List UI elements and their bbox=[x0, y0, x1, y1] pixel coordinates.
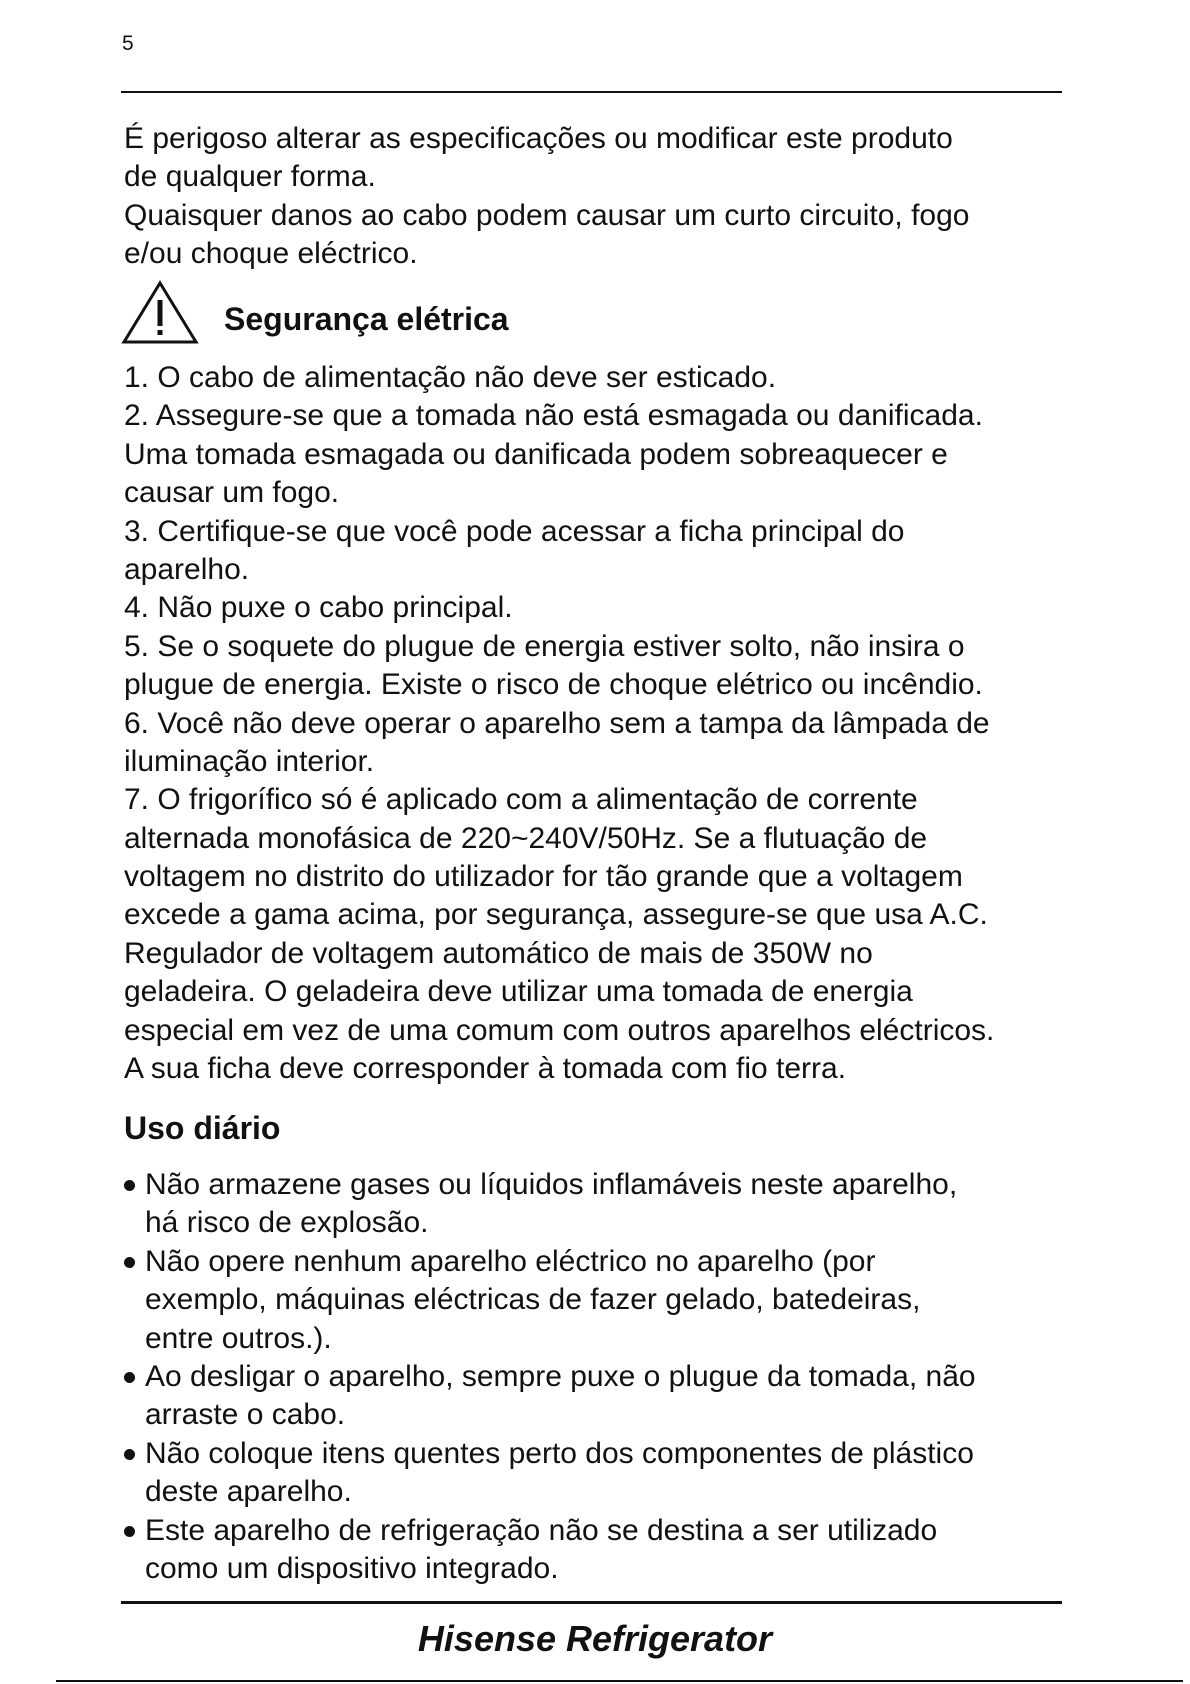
text-line: Quaisquer danos ao cabo podem causar um curto circuito, fogo bbox=[124, 198, 970, 232]
text-line: Não opere nenhum aparelho eléctrico no aparelho (por bbox=[145, 1244, 876, 1278]
warning-icon bbox=[121, 280, 199, 344]
list-item bbox=[124, 1435, 976, 1512]
text-line: 3. Certifique-se que você pode acessar a ficha principal do bbox=[124, 514, 905, 548]
text-line: geladeira. O geladeira deve utilizar uma tomada de energia bbox=[124, 975, 913, 1009]
bullet-icon bbox=[124, 1180, 135, 1191]
text-line: de qualquer forma. bbox=[124, 160, 376, 194]
text-line: 5. Se o soquete do plugue de energia estiver solto, não insira o bbox=[124, 629, 965, 663]
text-line: Não coloque itens quentes perto dos componentes de plástico bbox=[145, 1436, 974, 1470]
text-line: plugue de energia. Existe o risco de choque elétrico ou incêndio. bbox=[124, 668, 983, 702]
text-line: aparelho. bbox=[124, 552, 250, 586]
text-line: Ao desligar o aparelho, sempre puxe o plugue da tomada, não bbox=[145, 1359, 976, 1393]
bullet-icon bbox=[124, 1449, 135, 1460]
list-item bbox=[124, 1512, 976, 1589]
text-line: alternada monofásica de 220~240V/50Hz. Se a flutuação de bbox=[124, 821, 928, 855]
text-line: arraste o cabo. bbox=[145, 1398, 346, 1432]
page-bottom-divider bbox=[56, 1680, 1183, 1682]
footer-brand: Hisense Refrigerator bbox=[417, 1618, 773, 1659]
text-line: 7. O frigorífico só é aplicado com a alimentação de corrente bbox=[124, 783, 918, 817]
text-line: especial em vez de uma comum com outros aparelhos eléctricos. bbox=[124, 1013, 995, 1047]
text-line: 1. O cabo de alimentação não deve ser esticado. bbox=[124, 361, 777, 394]
text-line: entre outros.). bbox=[145, 1321, 332, 1355]
text-line: excede a gama acima, por segurança, assegure-se que usa A.C. bbox=[124, 898, 988, 932]
daily-use-list bbox=[124, 1166, 976, 1588]
footer-divider bbox=[121, 1601, 1062, 1604]
electrical-safety-list bbox=[124, 359, 994, 1088]
bullet-icon bbox=[124, 1372, 135, 1383]
text-line: iluminação interior. bbox=[124, 744, 375, 778]
text-line: 4. Não puxe o cabo principal. bbox=[124, 591, 513, 625]
text-line: Não armazene gases ou líquidos inflamáveis neste aparelho, bbox=[145, 1168, 958, 1201]
text-line: 6. Você não deve operar o aparelho sem a tampa da lâmpada de bbox=[124, 706, 990, 740]
text-line: como um dispositivo integrado. bbox=[145, 1551, 559, 1585]
bullet-icon bbox=[124, 1257, 135, 1268]
text-line: e/ou choque eléctrico. bbox=[124, 237, 418, 271]
page-number: 5 bbox=[122, 32, 134, 55]
text-line: causar um fogo. bbox=[124, 476, 340, 510]
bullet-icon bbox=[124, 1526, 135, 1537]
text-line: há risco de explosão. bbox=[145, 1206, 429, 1240]
header-divider bbox=[121, 91, 1062, 93]
text-line: Este aparelho de refrigeração não se destina a ser utilizado bbox=[145, 1513, 938, 1547]
list-item bbox=[124, 1243, 976, 1358]
text-line: É perigoso alterar as especificações ou modificar este produto bbox=[124, 122, 953, 155]
list-item bbox=[124, 1358, 976, 1435]
text-line: voltagem no distrito do utilizador for tão grande que a voltagem bbox=[124, 860, 963, 894]
section-heading-electrical-safety: Segurança elétrica bbox=[224, 301, 509, 337]
text-line: exemplo, máquinas eléctricas de fazer gelado, batedeiras, bbox=[145, 1283, 921, 1317]
intro-paragraph bbox=[124, 120, 969, 274]
section-heading-daily-use: Uso diário bbox=[124, 1110, 281, 1146]
text-line: A sua ficha deve corresponder à tomada com fio terra. bbox=[124, 1052, 847, 1086]
text-line: deste aparelho. bbox=[145, 1475, 352, 1509]
text-line: Regulador de voltagem automático de mais de 350W no bbox=[124, 936, 873, 970]
text-line: 2. Assegure-se que a tomada não está esmagada ou danificada. bbox=[124, 399, 983, 433]
list-item bbox=[124, 1166, 976, 1243]
text-line: Uma tomada esmagada ou danificada podem sobreaquecer e bbox=[124, 437, 948, 471]
